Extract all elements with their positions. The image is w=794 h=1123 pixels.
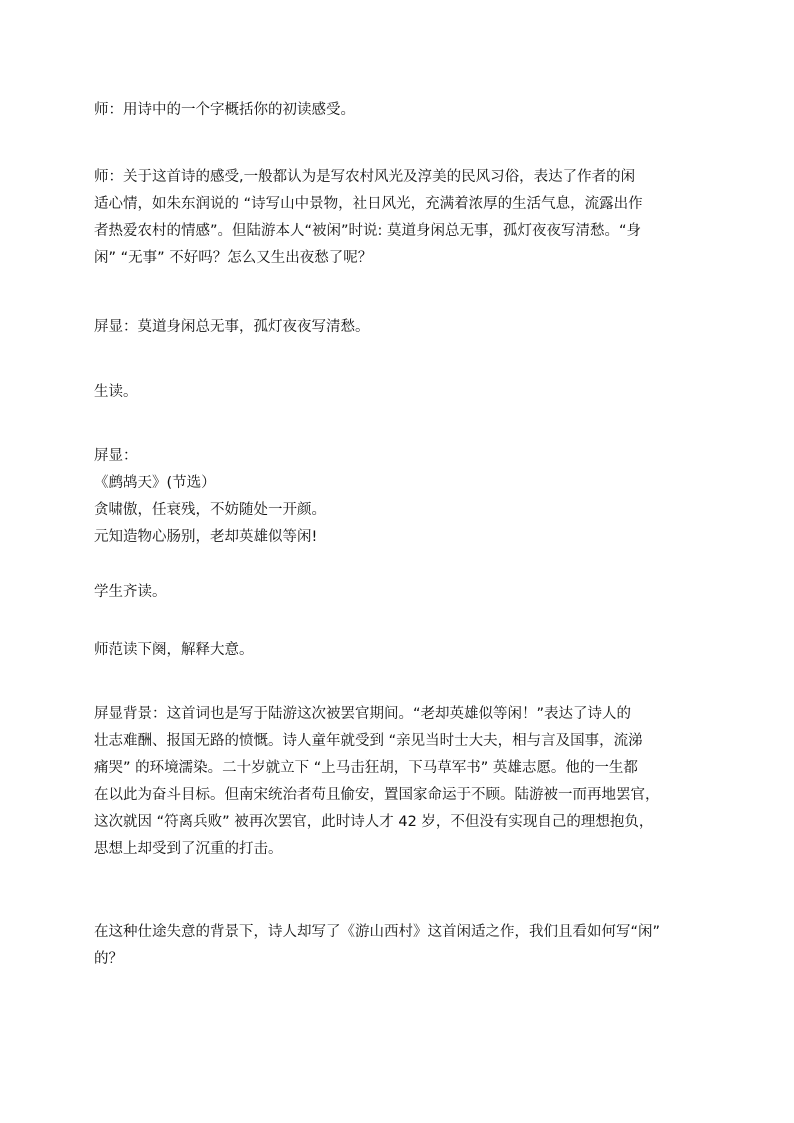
text-line: 师：关于这首诗的感受,一般都认为是写农村风光及淳美的民风习俗，表达了作者的闲 xyxy=(94,169,636,185)
text-line: 生读。 xyxy=(94,384,138,400)
text-line: 在以此为奋斗目标。但南宋统治者苟且偷安，置国家命运于不顾。陆游被一而再地罢官， xyxy=(94,787,660,803)
paragraph-poem-display xyxy=(94,443,714,551)
paragraph-students-read-together xyxy=(94,579,714,606)
paragraph-background xyxy=(94,701,714,863)
paragraph-teacher-discussion xyxy=(94,164,714,272)
paragraph-student-read xyxy=(94,379,714,406)
text-line: 思想上却受到了沉重的打击。 xyxy=(94,841,283,857)
text-line: 在这种仕途失意的背景下，诗人却写了《游山西村》这首闲适之作，我们且看如何写“闲” xyxy=(94,924,661,940)
text-line: 壮志难酬、报国无路的愤慨。诗人童年就受到 “亲见当时士大夫，相与言及国事，流涕 xyxy=(94,733,643,749)
text-line: 的？ xyxy=(94,951,123,967)
text-line: 适心情，如朱东润说的 “诗写山中景物，社日风光，充满着浓厚的生活气息，流露出作 xyxy=(94,196,643,212)
poem-line: 贪啸傲，任衰残，不妨随处一开颜。 xyxy=(94,502,326,518)
paragraph-teacher-prompt xyxy=(94,97,714,124)
text-line: 闲” “无事” 不好吗？怎么又生出夜愁了呢？ xyxy=(94,250,373,266)
text-line: 者热爱农村的情感”。但陆游本人“被闲”时说: 莫道身闲总无事，孤灯夜夜写清愁。“身 xyxy=(94,223,642,239)
text-line: 师：用诗中的一个字概括你的初读感受。 xyxy=(94,102,355,118)
paragraph-screen-display-1 xyxy=(94,314,714,341)
poem-line: 元知造物心肠别，老却英雄似等闲! xyxy=(94,529,318,545)
text-line: 屏显： xyxy=(94,448,138,464)
text-line: 屏显：莫道身闲总无事，孤灯夜夜写清愁。 xyxy=(94,319,370,335)
text-line: 痛哭” 的环境濡染。二十岁就立下 “上马击狂胡，下马草军书” 英雄志愿。他的一生都 xyxy=(94,760,638,776)
text-line: 师范读下阕，解释大意。 xyxy=(94,642,254,658)
text-line: 学生齐读。 xyxy=(94,584,167,600)
text-line: 屏显背景：这首词也是写于陆游这次被罢官期间。“老却英雄似等闲！”表达了诗人的 xyxy=(94,706,632,722)
poem-title: 《鹧鸪天》(节选） xyxy=(94,475,216,491)
paragraph-conclusion xyxy=(94,919,714,973)
paragraph-teacher-model-reading xyxy=(94,637,714,664)
text-line: 这次就因 “符离兵败” 被再次罢官，此时诗人才 42 岁，不但没有实现自己的理想抱负， xyxy=(94,814,654,830)
